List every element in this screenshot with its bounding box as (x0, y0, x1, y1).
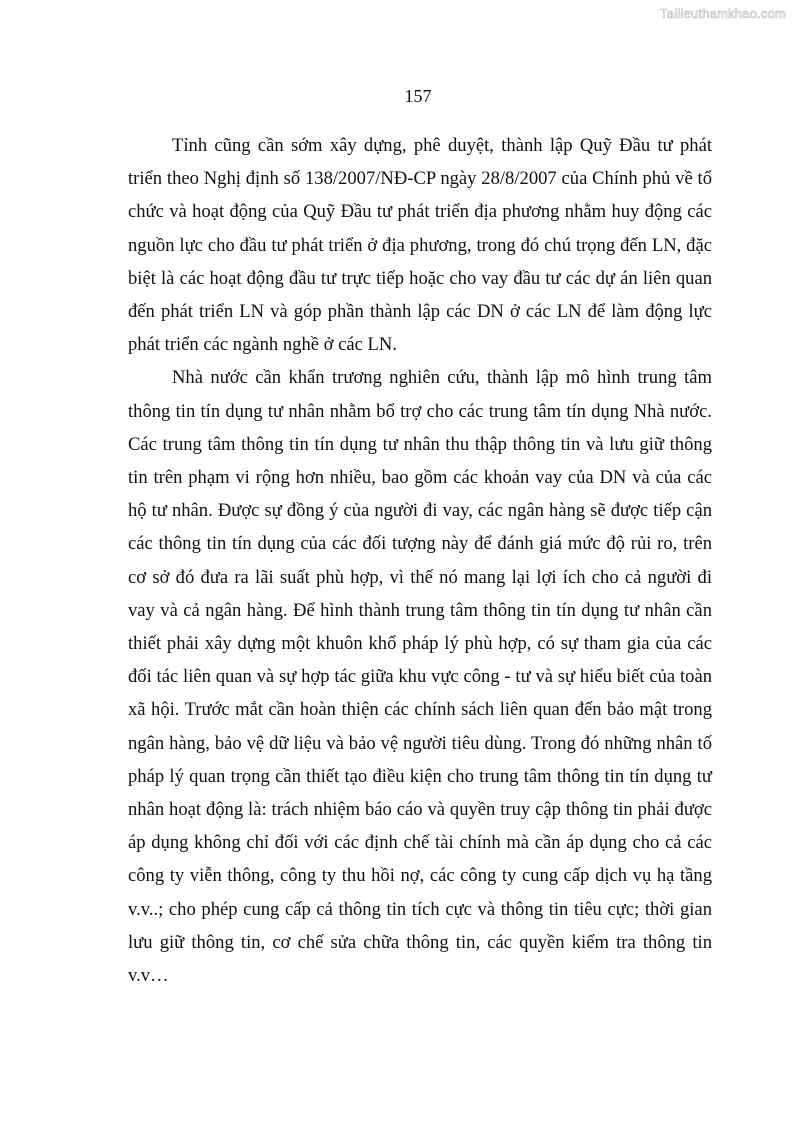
paragraph-1: Tỉnh cũng cần sớm xây dựng, phê duyệt, thành lập Quỹ Đầu tư phát triển theo Nghị định số 138/2007/NĐ-CP ngày 28/8/2007 của Chính phủ về tổ chức và hoạt động của Quỹ Đầu tư phát triển địa phương nhằm huy động các nguồn lực cho đầu tư phát triển ở địa phương, trong đó chú trọng đến LN, đặc biệt là các hoạt động đầu tư trực tiếp hoặc cho vay đầu tư các dự án liên quan đến phát triển LN và góp phần thành lập các DN ở các LN để làm động lực phát triển các ngành nghề ở các LN. (128, 135, 712, 356)
paragraph-2: Nhà nước cần khẩn trương nghiên cứu, thành lập mô hình trung tâm thông tin tín dụng tư nhân nhằm bổ trợ cho các trung tâm tín dụng Nhà nước. Các trung tâm thông tin tín dụng tư nhân thu thập thông tin và lưu giữ thông tin trên phạm vi rộng hơn nhiều, bao gồm các khoản vay của DN và của các hộ tư nhân. Được sự đồng ý của người đi vay, các ngân hàng sẽ được tiếp cận các thông tin tín dụng của các đối tượng này để đánh giá mức độ rủi ro, trên cơ sở đó đưa ra lãi suất phù hợp, vì thế nó mang lại lợi ích cho cả người đi vay và cả ngân hàng. Để hình thành trung tâm thông tin tín dụng tư nhân cần thiết phải xây dựng một khuôn khổ pháp lý phù hợp, có sự tham gia của các đối tác liên quan và sự hợp tác giữa khu vực công - tư và sự hiểu biết của toàn xã hội. Trước mắt cần hoàn thiện các chính sách liên quan đến bảo mật trong ngân hàng, bảo vệ dữ liệu và bảo vệ người tiêu dùng. Trong đó những nhân tố pháp lý quan trọng cần thiết tạo điều kiện cho trung tâm thông tin tín dụng tư nhân hoạt động là: trách nhiệm báo cáo và quyền truy cập thông tin phải được áp dụng không chỉ đối với các định chế tài chính mà cần áp dụng cho cả các công ty viễn thông, công ty thu hồi nợ, các công ty cung cấp dịch vụ hạ tầng v.v..; cho phép cung cấp cả thông tin tích cực và thông tin tiêu cực; thời gian lưu giữ thông tin, cơ chế sửa chữa thông tin, các quyền kiểm tra thông tin v.v… (128, 367, 712, 987)
page-number: 157 (404, 86, 432, 106)
watermark: Tailieuthamkhao.com (660, 6, 786, 21)
body-text (128, 129, 712, 992)
